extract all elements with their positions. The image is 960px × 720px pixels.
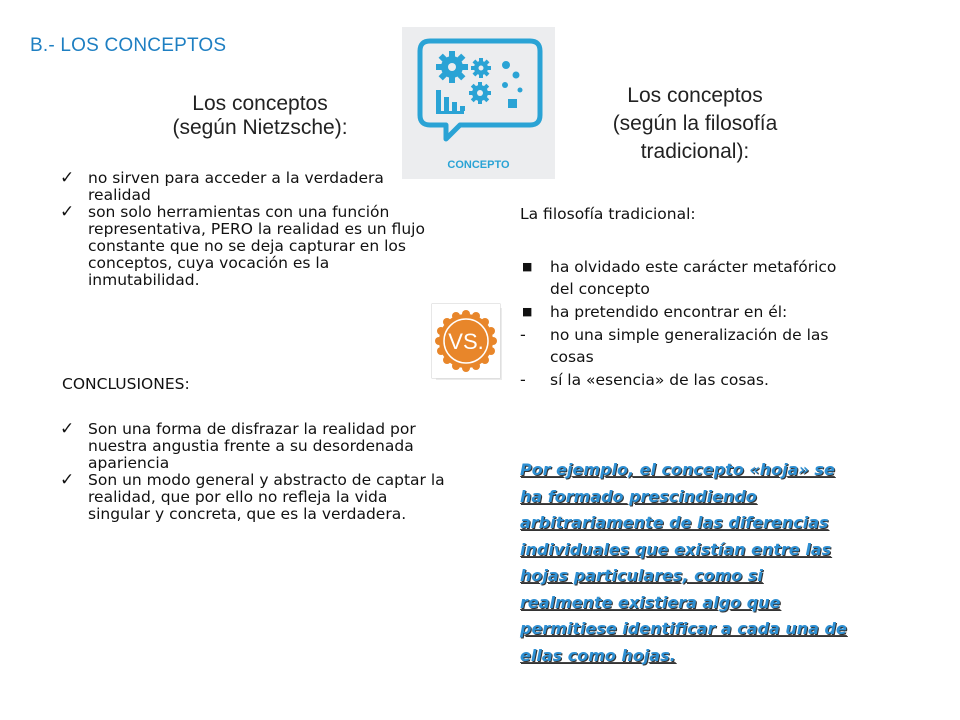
square-bullet-icon: ■ bbox=[522, 305, 533, 318]
traditional-item-text: ha olvidado este carácter metafórico del concepto bbox=[550, 258, 837, 298]
nietzsche-title bbox=[60, 92, 460, 140]
traditional-item-text: sí la «esencia» de las cosas. bbox=[550, 371, 769, 389]
traditional-item-text: ha pretendido encontrar en él: bbox=[550, 303, 788, 321]
list-item bbox=[520, 369, 850, 391]
list-item bbox=[520, 301, 850, 323]
nietzsche-title-line2: (según Nietzsche): bbox=[172, 116, 348, 139]
vs-badge-icon bbox=[430, 300, 502, 380]
vs-badge-graphic bbox=[430, 300, 502, 380]
concept-image-label: CONCEPTO bbox=[447, 159, 510, 171]
list-item bbox=[520, 324, 850, 368]
list-item bbox=[60, 170, 430, 204]
vs-label: VS. bbox=[448, 329, 484, 354]
list-item bbox=[520, 256, 850, 300]
dash-bullet-icon: - bbox=[520, 370, 526, 389]
example-paragraph: Por ejemplo, el concepto «hoja» se ha formado prescindiendo arbitrariamente de las diferencias individuales que existían entre las hojas particulares, como si realmente existiera algo que permitiese identificar a cada una de ellas como hojas. bbox=[520, 460, 847, 665]
traditional-title-line3: tradicional): bbox=[640, 140, 750, 163]
traditional-items bbox=[520, 256, 850, 392]
conclusion-text: Son una forma de disfrazar la realidad por nuestra angustia frente a su desordenada apariencia bbox=[88, 420, 416, 472]
traditional-item-text: no una simple generalización de las cosas bbox=[550, 326, 829, 366]
nietzsche-title-line1: Los conceptos bbox=[192, 92, 328, 115]
check-icon: ✓ bbox=[60, 419, 75, 439]
check-icon: ✓ bbox=[60, 168, 75, 188]
conclusion-text: Son un modo general y abstracto de captar la realidad, que por ello no refleja la vida singular y concreta, que es la verdadera. bbox=[88, 471, 445, 523]
traditional-title bbox=[560, 82, 830, 166]
list-item bbox=[60, 421, 450, 472]
concept-image bbox=[402, 27, 555, 179]
nietzsche-point-text: no sirven para acceder a la verdadera realidad bbox=[88, 169, 384, 204]
dash-bullet-icon: - bbox=[520, 325, 526, 344]
nietzsche-points bbox=[60, 170, 430, 289]
list-item bbox=[60, 204, 430, 289]
nietzsche-point-text: son solo herramientas con una función representativa, PERO la realidad es un flujo constante que no se deja capturar en los conceptos, cuya vocación es la inmutabilidad. bbox=[88, 203, 425, 289]
concept-chat-gears-icon bbox=[402, 27, 555, 179]
square-bullet-icon: ■ bbox=[522, 260, 533, 273]
check-icon: ✓ bbox=[60, 202, 75, 222]
section-label: B.- LOS CONCEPTOS bbox=[30, 35, 227, 56]
traditional-intro: La filosofía tradicional: bbox=[520, 205, 696, 223]
list-item bbox=[60, 472, 450, 523]
conclusions-list bbox=[60, 421, 450, 523]
check-icon: ✓ bbox=[60, 470, 75, 490]
traditional-title-line1: Los conceptos bbox=[627, 84, 763, 107]
traditional-title-line2: (según la filosofía bbox=[612, 112, 778, 135]
conclusions-label: CONCLUSIONES: bbox=[62, 375, 190, 393]
